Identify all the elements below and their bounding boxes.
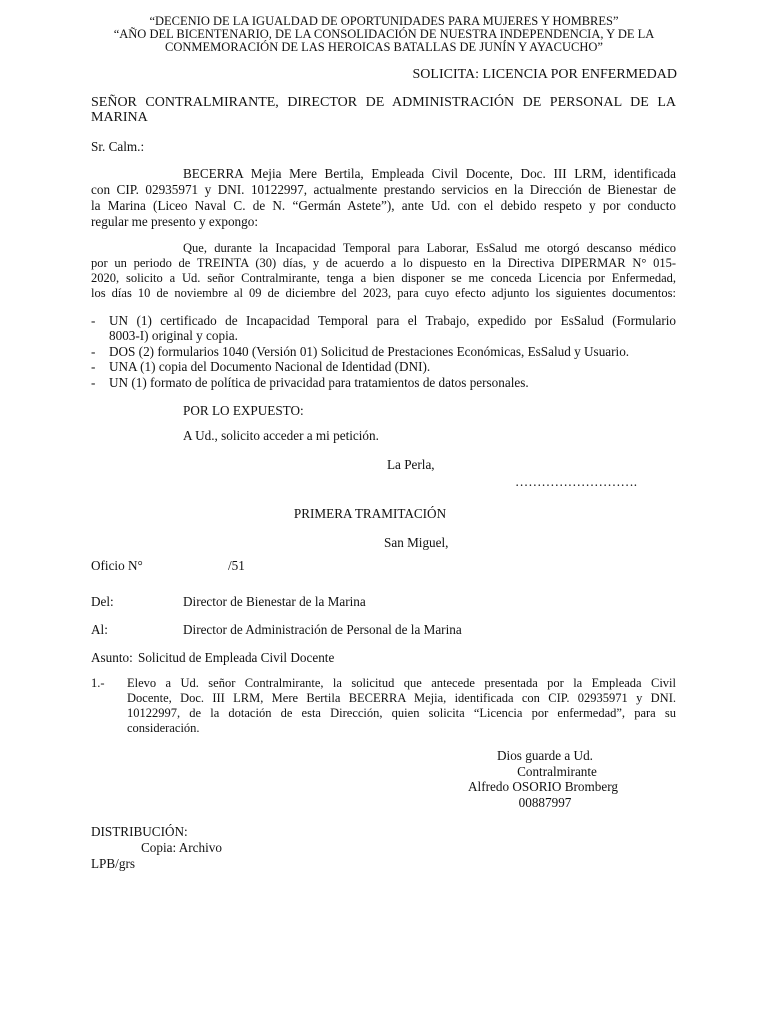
signature-id: 00887997: [518, 795, 572, 810]
place-la-perla: La Perla,: [387, 457, 435, 472]
intro-line-2: con CIP. 02935971 y DNI. 10122997, actualmente prestando servicios en la Dirección de Bienestar de: [91, 182, 676, 197]
attachment-dash: -: [91, 344, 96, 359]
al-value: Director de Administración de Personal de la Marina: [183, 622, 462, 637]
signature-name: Alfredo OSORIO Bromberg: [468, 779, 618, 794]
attachment-4: UN (1) formato de política de privacidad para tratamientos de datos personales.: [109, 375, 529, 390]
body-line-1: Que, durante la Incapacidad Temporal para Laborar, EsSalud me otorgó descanso médico: [183, 241, 676, 255]
item-number: 1.-: [91, 676, 105, 690]
del-label: Del:: [91, 594, 114, 609]
por-lo-expuesto: POR LO EXPUESTO:: [183, 403, 304, 418]
al-label: Al:: [91, 622, 108, 637]
item-line-3: 10122997, de la dotación de esta Dirección, quien solicita “Licencia por enfermedad”, para su: [127, 706, 676, 720]
signature-greeting: Dios guarde a Ud.: [497, 748, 593, 763]
header-line-3: CONMEMORACIÓN DE LAS HEROICAS BATALLAS DE JUNÍN Y AYACUCHO”: [165, 40, 603, 54]
attachment-2: DOS (2) formularios 1040 (Versión 01) Solicitud de Prestaciones Económicas, EsSalud y Usuario.: [109, 344, 630, 359]
item-line-2: Docente, Doc. III LRM, Mere Bertila BECERRA Mejia, identificada con CIP. 02935971 y DNI.: [127, 691, 676, 705]
addressee-line-1: SEÑOR CONTRALMIRANTE, DIRECTOR DE ADMINISTRACIÓN DE PERSONAL DE LA: [91, 95, 676, 110]
distribution-copia: Copia: Archivo: [141, 840, 222, 855]
item-line-1: Elevo a Ud. señor Contralmirante, la solicitud que antecede presentada por la Empleada Civil: [127, 676, 676, 690]
place-san-miguel: San Miguel,: [384, 535, 449, 550]
signature-rank: Contralmirante: [517, 764, 597, 779]
asunto-value: Solicitud de Empleada Civil Docente: [138, 650, 335, 665]
attachment-3: UNA (1) copia del Documento Nacional de Identidad (DNI).: [109, 359, 431, 374]
attachment-dash: -: [91, 313, 96, 328]
tramitacion-title: PRIMERA TRAMITACIÓN: [293, 506, 447, 521]
body-line-3: 2020, solicito a Ud. señor Contralmirante, tenga a bien disponer se me conceda Licencia por Enfermedad,: [91, 271, 676, 285]
intro-line-4: regular me presento y expongo:: [91, 214, 258, 229]
attachment-dash: -: [91, 359, 96, 374]
asunto-label: Asunto:: [91, 650, 133, 665]
header-line-2: “AÑO DEL BICENTENARIO, DE LA CONSOLIDACIÓN DE NUESTRA INDEPENDENCIA, Y DE LA: [113, 27, 655, 41]
del-value: Director de Bienestar de la Marina: [183, 594, 366, 609]
oficio-number: /51: [228, 558, 245, 573]
body-line-4: los días 10 de noviembre al 09 de diciembre del 2023, para cuyo efecto adjunto los siguientes documentos:: [91, 286, 676, 300]
attachment-1-line-2: 8003-I) original y copia.: [109, 328, 238, 343]
distribution-title: DISTRIBUCIÓN:: [91, 824, 188, 839]
attachment-dash: -: [91, 375, 96, 390]
peticion-text: A Ud., solicito acceder a mi petición.: [183, 428, 379, 443]
body-line-2: por un periodo de TREINTA (30) días, y de acuerdo a lo dispuesto en la Directiva DIPERMAR N° 015-: [91, 256, 676, 270]
signature-dots: ……………………….: [515, 474, 637, 489]
intro-line-1: BECERRA Mejia Mere Bertila, Empleada Civil Docente, Doc. III LRM, identificada: [183, 166, 676, 181]
oficio-label: Oficio N°: [91, 558, 143, 573]
distribution-initials: LPB/grs: [91, 856, 135, 871]
header-line-1: “DECENIO DE LA IGUALDAD DE OPORTUNIDADES PARA MUJERES Y HOMBRES”: [149, 14, 619, 28]
item-line-4: consideración.: [127, 721, 200, 735]
salutation: Sr. Calm.:: [91, 139, 145, 154]
solicita-heading: SOLICITA: LICENCIA POR ENFERMEDAD: [412, 67, 677, 82]
attachment-1-line-1: UN (1) certificado de Incapacidad Temporal para el Trabajo, expedido por EsSalud (Formulario: [109, 313, 676, 328]
intro-line-3: la Marina (Liceo Naval C. de N. “Germán Astete”), ante Ud. con el debido respeto y por conducto: [91, 198, 676, 213]
addressee-line-2: MARINA: [91, 110, 148, 125]
